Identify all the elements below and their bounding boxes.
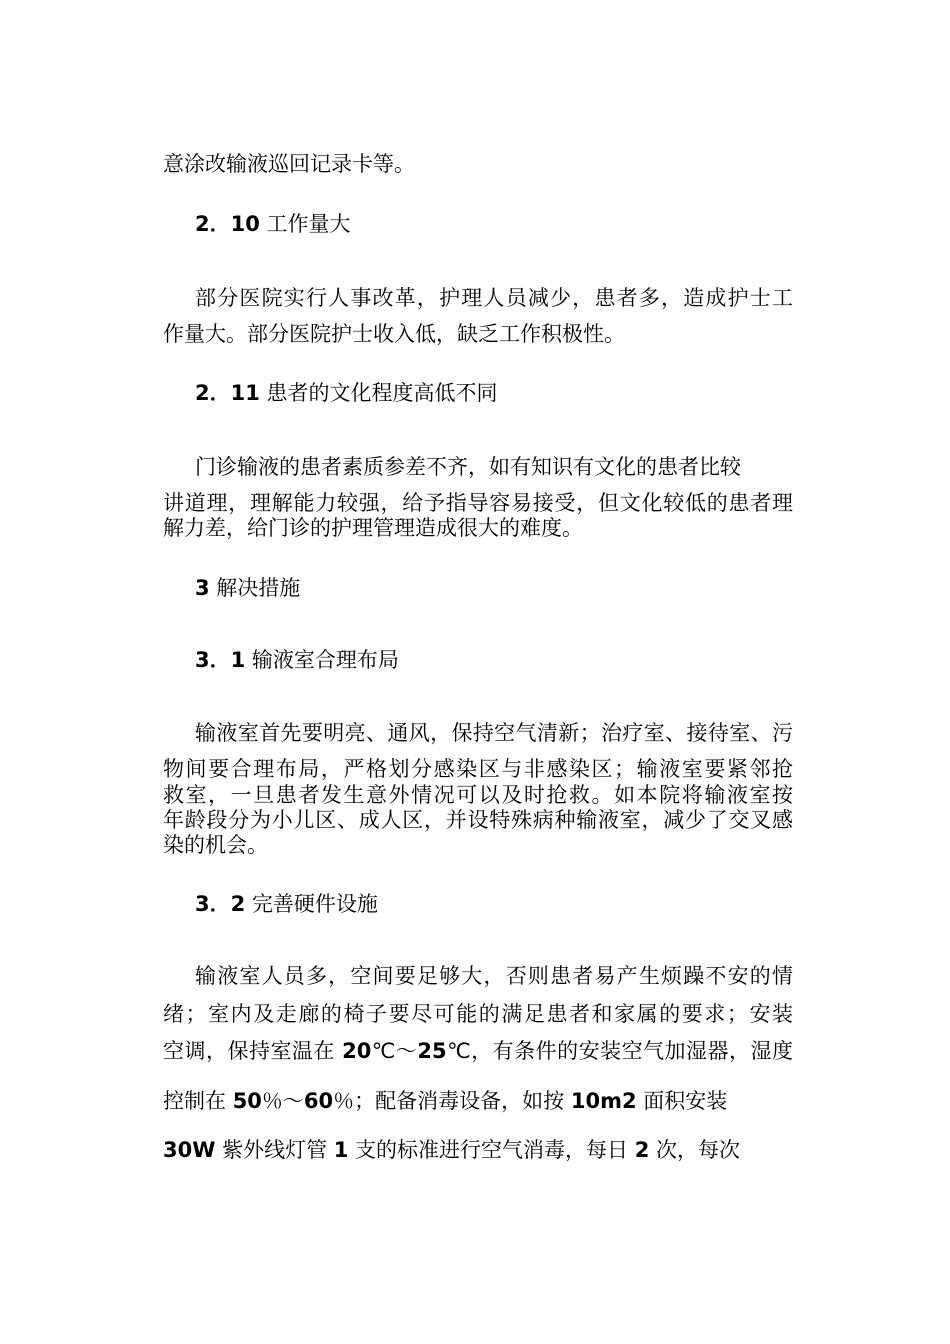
paragraph-line (163, 755, 793, 783)
number-run: 25 (417, 1039, 447, 1063)
paragraph-line (195, 719, 793, 747)
paragraph-line (163, 1000, 793, 1028)
number-run: 30W (163, 1138, 216, 1162)
number-run: 20 (342, 1039, 372, 1063)
heading-text: 患者的文化程度高低不同 (259, 381, 498, 405)
paragraph-line (195, 284, 793, 312)
paragraph-line (163, 489, 793, 517)
section-heading-3-1 (195, 646, 793, 674)
number-run: 60 (303, 1089, 334, 1113)
text-run: 讲道理，理解能力较强，给予指导容易接受，但文化较低的患者理 (163, 491, 793, 515)
text-run: 作量大。部分医院护士收入低，缺乏工作积极性。 (163, 322, 625, 346)
paragraph-line (163, 514, 793, 542)
heading-number: 3 (195, 576, 210, 600)
text-run: ℃，有条件的安装空气加湿器，湿度 (446, 1039, 793, 1063)
text-run: 紫外线灯管 (215, 1138, 334, 1162)
paragraph-line (163, 831, 793, 859)
number-run: 2 (634, 1138, 650, 1162)
text-run: 物间要合理布局，严格划分感染区与非感染区；输液室要紧邻抢 (163, 757, 793, 781)
text-run: 年龄段分为小儿区、成人区，并设特殊病种输液室，减少了交叉感 (163, 808, 793, 832)
text-run: ℃～ (371, 1039, 418, 1063)
text-run: 部分医院实行人事改革，护理人员减少，患者多，造成护士工 (195, 286, 793, 310)
text-run: 解力差，给门诊的护理管理造成很大的难度。 (163, 516, 583, 540)
text-run: 次，每次 (649, 1138, 741, 1162)
section-heading-2-10 (195, 210, 793, 238)
heading-text: 输液室合理布局 (245, 648, 399, 672)
paragraph-line (163, 1136, 793, 1164)
paragraph-line (163, 320, 793, 348)
number-run: 50 (232, 1089, 262, 1113)
paragraph-line (163, 1087, 793, 1115)
text-run: ％～ (261, 1089, 304, 1113)
paragraph-line (195, 962, 793, 990)
text-run: 空调，保持室温在 (163, 1039, 343, 1063)
text-run: 控制在 (163, 1089, 233, 1113)
text-run: 门诊输液的患者素质参差不齐，如有知识有文化的患者比较 (195, 455, 741, 479)
text-run: 输液室首先要明亮、通风，保持空气清新；治疗室、接待室、污 (195, 721, 793, 745)
paragraph-line (163, 806, 793, 834)
text-run: 意涂改输液巡回记录卡等。 (163, 152, 415, 176)
heading-number: 2．10 (195, 212, 260, 236)
section-heading-3-2 (195, 890, 793, 918)
text-run: 绪；室内及走廊的椅子要尽可能的满足患者和家属的要求；安装 (163, 1002, 793, 1026)
section-heading-3 (195, 574, 793, 602)
heading-number: 3．2 (195, 892, 246, 916)
text-run: 染的机会。 (163, 833, 268, 857)
heading-text: 完善硬件设施 (245, 892, 378, 916)
text-run: 输液室人员多，空间要足够大，否则患者易产生烦躁不安的情 (195, 964, 793, 988)
number-run: 1 (333, 1138, 349, 1162)
heading-text: 工作量大 (259, 212, 351, 236)
heading-text: 解决措施 (209, 576, 301, 600)
paragraph-line (195, 453, 793, 481)
section-heading-2-11 (195, 379, 793, 407)
number-run: 10m2 (570, 1089, 637, 1113)
heading-number: 3．1 (195, 648, 246, 672)
paragraph-line (163, 781, 793, 809)
paragraph-line (163, 1037, 793, 1065)
paragraph-line (163, 150, 793, 178)
heading-number: 2．11 (195, 381, 260, 405)
text-run: 支的标准进行空气消毒，每日 (348, 1138, 635, 1162)
text-run: 面积安装 (636, 1089, 728, 1113)
text-run: 救室，一旦患者发生意外情况可以及时抢救。如本院将输液室按 (163, 783, 793, 807)
text-run: ％；配备消毒设备，如按 (333, 1089, 571, 1113)
